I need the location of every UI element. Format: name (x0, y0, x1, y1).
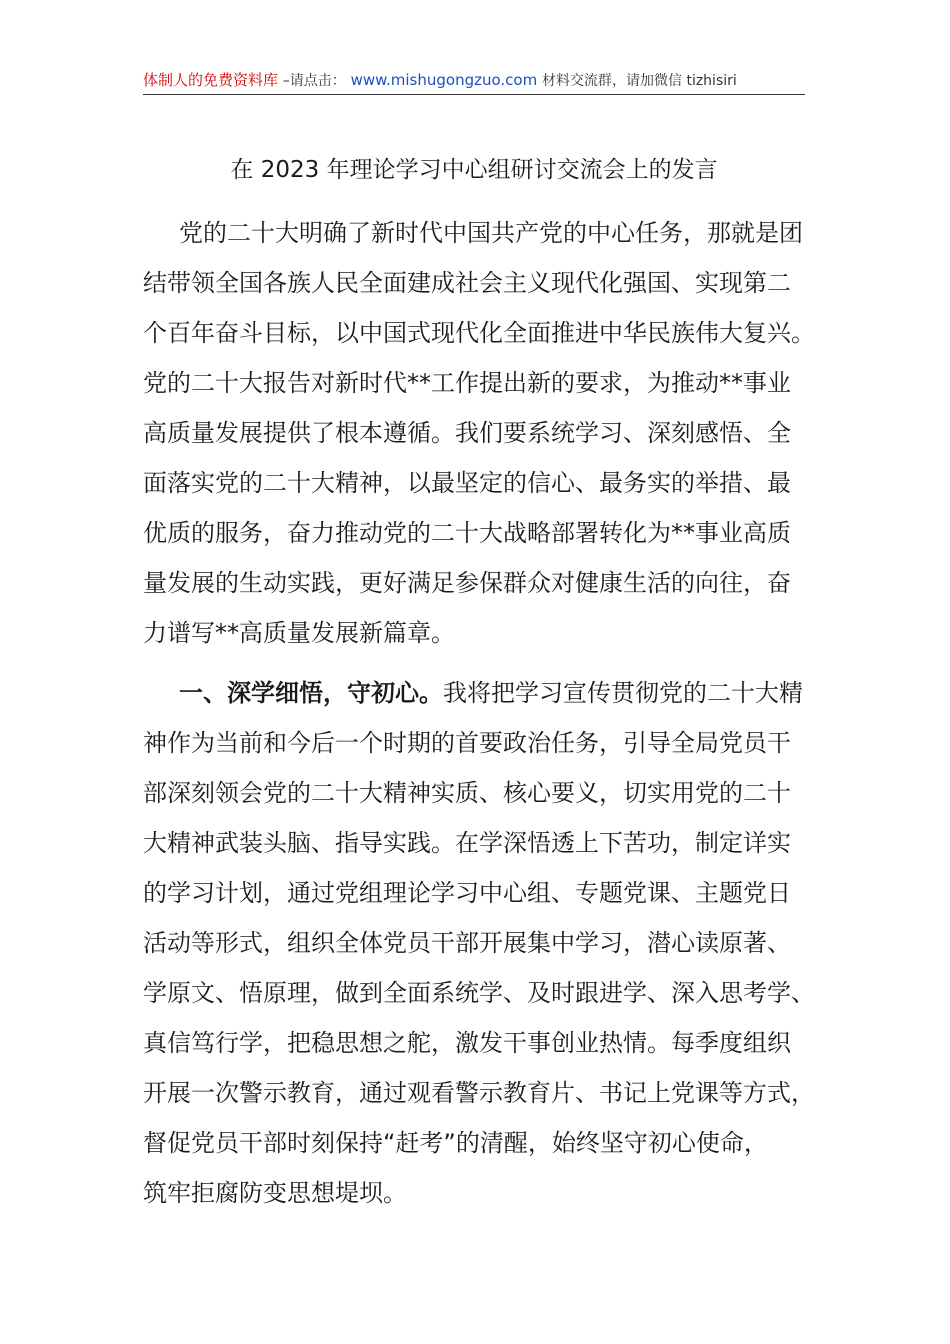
header-note: 材料交流群，请加微信 tizhisiri (542, 73, 737, 89)
text-line: 神作为当前和今后一个时期的首要政治任务，引导全局党员干 (143, 729, 791, 757)
text-line: 党的二十大明确了新时代中国共产党的中心任务，那就是团 (179, 219, 803, 247)
text-line: 面落实党的二十大精神，以最坚定的信心、最务实的举措、最 (143, 469, 791, 497)
header-link[interactable]: www.mishugongzuo.com (350, 71, 538, 89)
page-header (143, 66, 805, 95)
document-body (143, 208, 815, 1218)
text-line: 的学习计划，通过党组理论学习中心组、专题党课、主题党日 (143, 879, 791, 907)
section-heading: 一、深学细悟，守初心。 (179, 679, 443, 707)
text-line: 高质量发展提供了根本遵循。我们要系统学习、深刻感悟、全 (143, 419, 791, 447)
text-line: 学原文、悟原理，做到全面系统学、及时跟进学、深入思考学、 (143, 979, 815, 1007)
text-line: 个百年奋斗目标，以中国式现代化全面推进中华民族伟大复兴。 (143, 319, 815, 347)
text-line: 部深刻领会党的二十大精神实质、核心要义，切实用党的二十 (143, 779, 791, 807)
paragraph-section-one (143, 668, 815, 1218)
header-prompt: –请点击： (282, 73, 346, 89)
text-line: 活动等形式，组织全体党员干部开展集中学习，潜心读原著、 (143, 929, 791, 957)
text-line: 量发展的生动实践，更好满足参保群众对健康生活的向往，奋 (143, 569, 791, 597)
paragraph-intro (143, 208, 815, 658)
text-line: 开展一次警示教育，通过观看警示教育片、书记上党课等方式， (143, 1079, 815, 1107)
text-line: 力谱写**高质量发展新篇章。 (143, 619, 455, 647)
text-line: 优质的服务，奋力推动党的二十大战略部署转化为**事业高质 (143, 519, 791, 547)
text-line: 筑牢拒腐防变思想堤坝。 (143, 1179, 407, 1207)
text-line (143, 668, 805, 718)
text-line: 大精神武装头脑、指导实践。在学深悟透上下苦功，制定详实 (143, 829, 791, 857)
text-line: 真信笃行学，把稳思想之舵，激发干事创业热情。每季度组织 (143, 1029, 791, 1057)
text-line: 党的二十大报告对新时代**工作提出新的要求，为推动**事业 (143, 369, 791, 397)
text-line: 结带领全国各族人民全面建成社会主义现代化强国、实现第二 (143, 269, 791, 297)
section-text: 我将把学习宣传贯彻党的二十大精 (443, 679, 803, 707)
document-title: 在 2023 年理论学习中心组研讨交流会上的发言 (230, 157, 718, 183)
header-brand: 体制人的免费资料库 (143, 71, 279, 89)
text-line: 督促党员干部时刻保持“赶考”的清醒，始终坚守初心使命， (143, 1129, 768, 1157)
